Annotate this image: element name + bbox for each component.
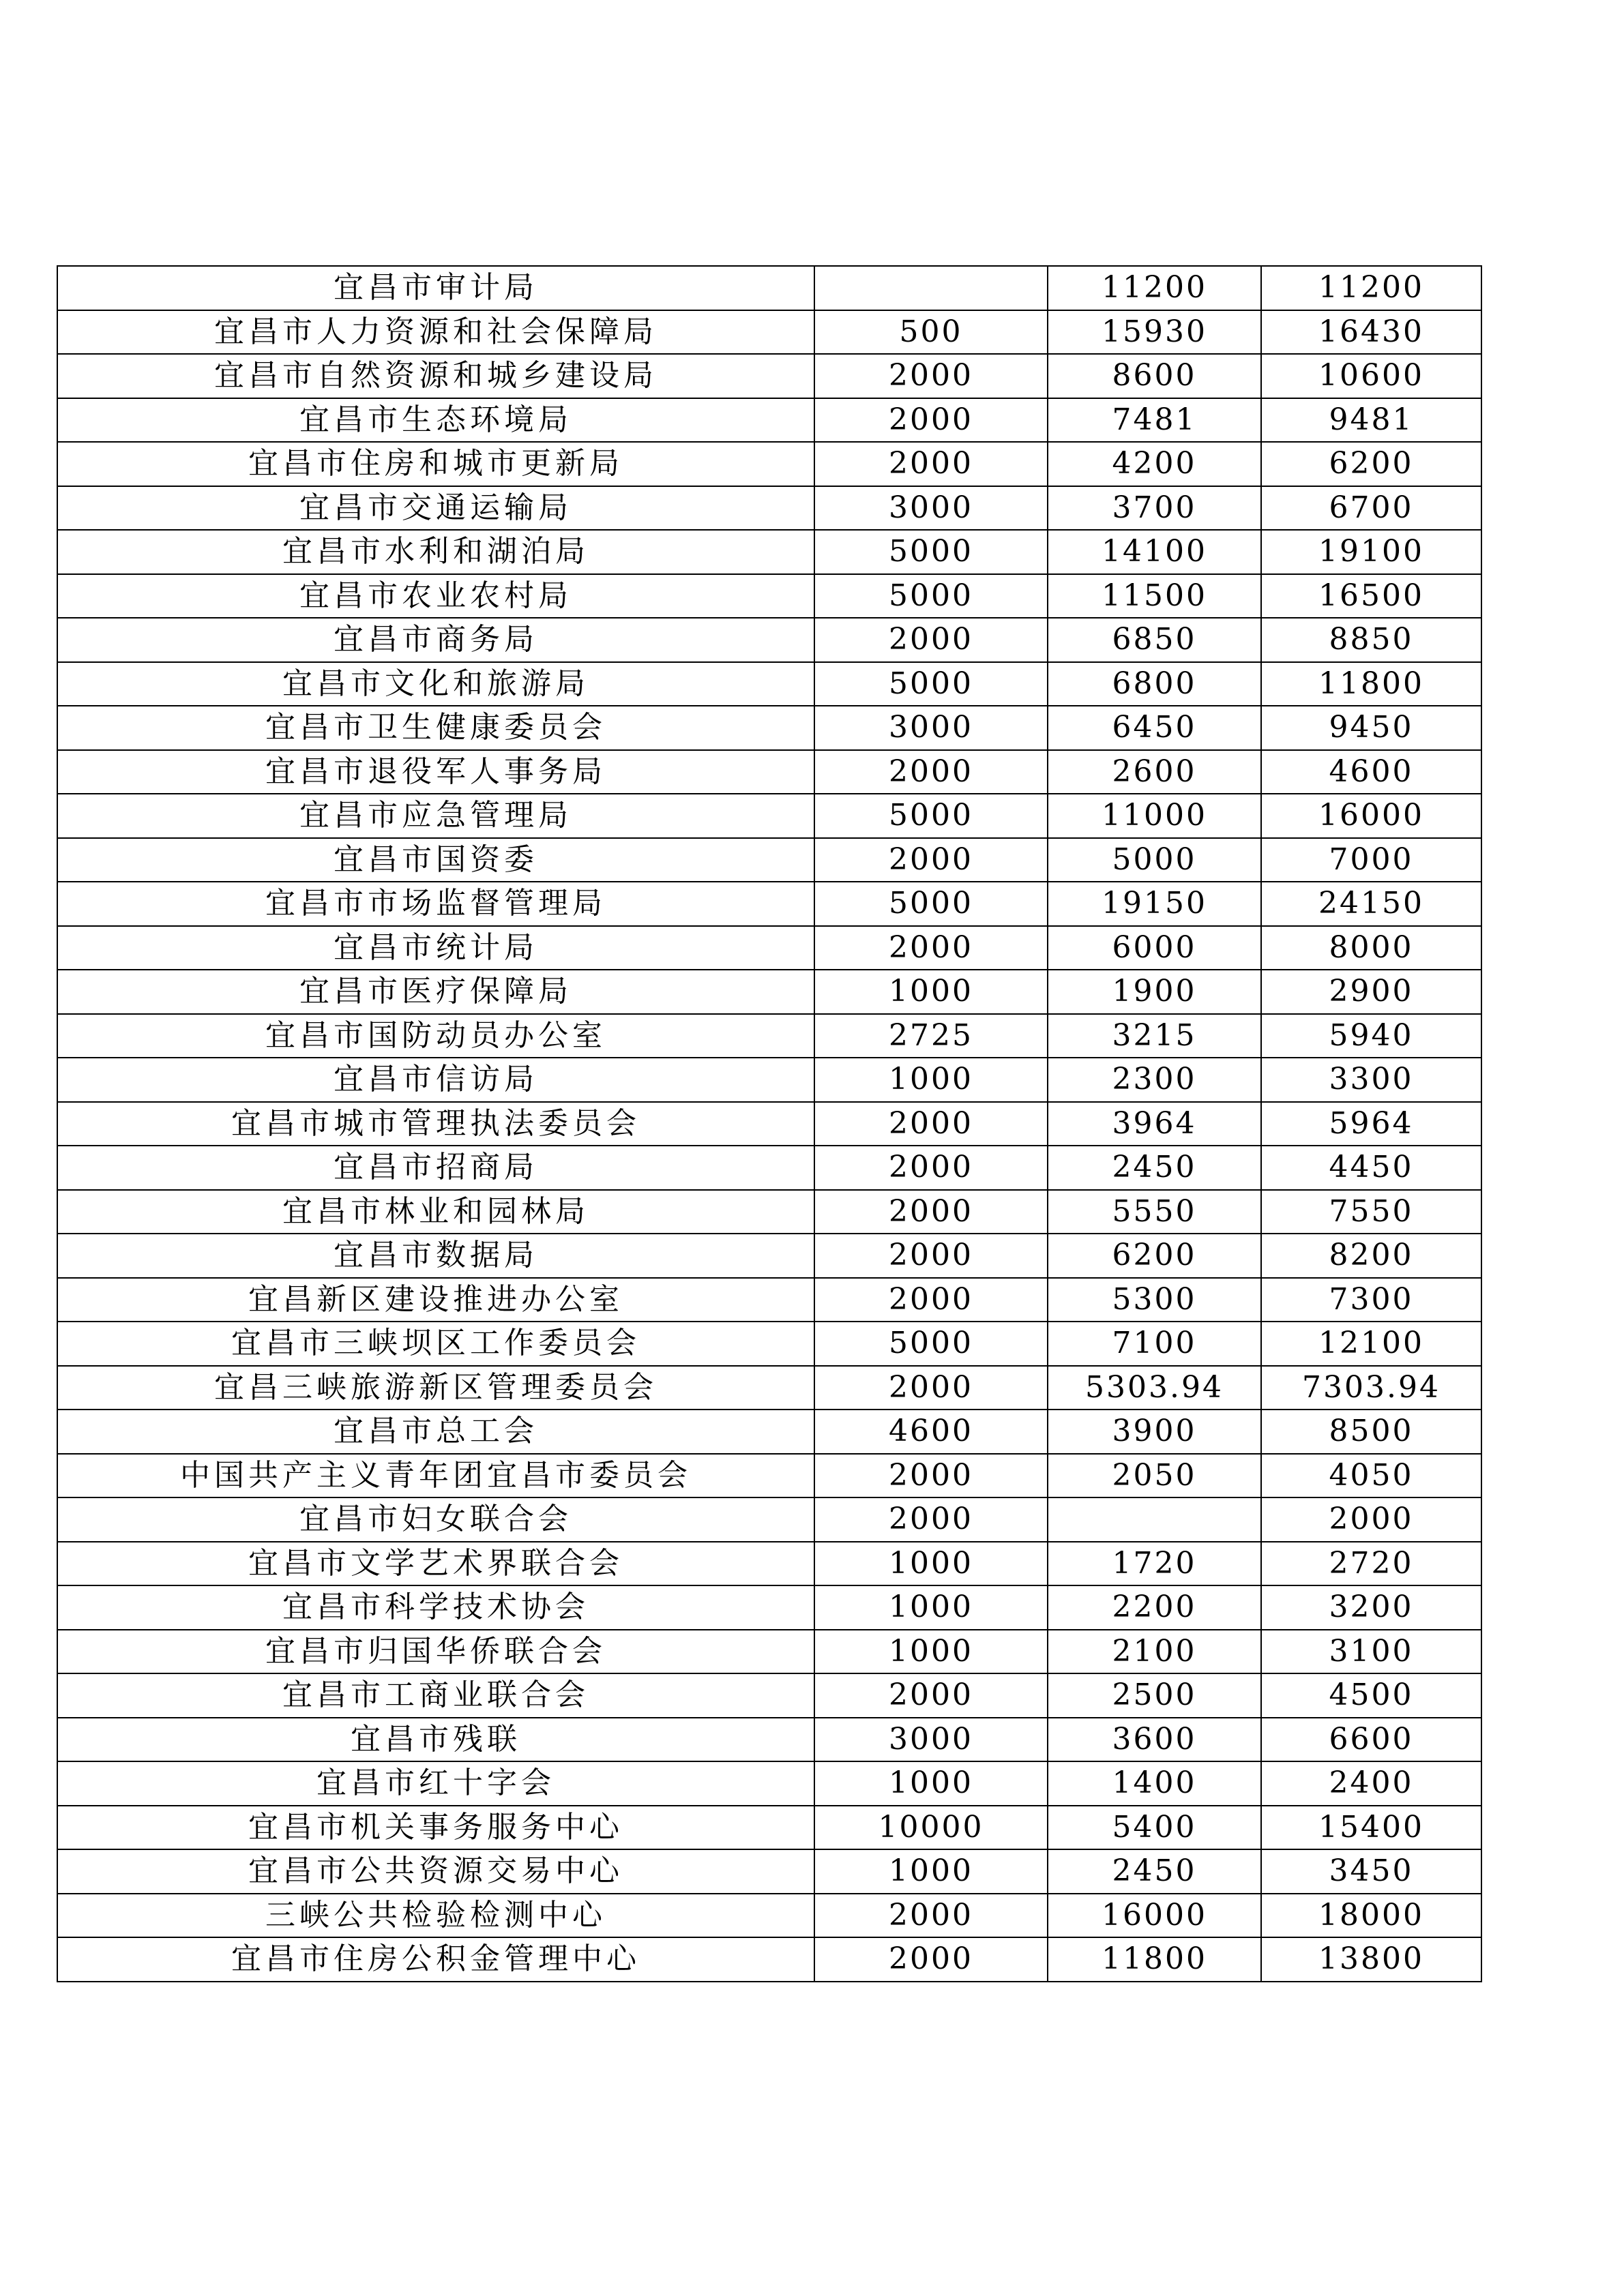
unit-name-cell: 宜昌市科学技术协会 bbox=[57, 1585, 814, 1630]
table-row bbox=[57, 1058, 1481, 1102]
amount-cell-b: 5300 bbox=[1048, 1278, 1261, 1322]
amount-cell-a: 2000 bbox=[814, 926, 1048, 970]
amount-cell-a: 1000 bbox=[814, 1585, 1048, 1630]
total-cell: 4500 bbox=[1261, 1673, 1481, 1718]
table-row bbox=[57, 1806, 1481, 1850]
amount-cell-a: 2000 bbox=[814, 838, 1048, 882]
amount-cell-a: 2000 bbox=[814, 1366, 1048, 1410]
table-row bbox=[57, 750, 1481, 794]
total-cell: 2000 bbox=[1261, 1497, 1481, 1542]
amount-cell-b: 3215 bbox=[1048, 1014, 1261, 1058]
total-cell: 7300 bbox=[1261, 1278, 1481, 1322]
total-cell: 2720 bbox=[1261, 1542, 1481, 1586]
total-cell: 6700 bbox=[1261, 486, 1481, 531]
unit-name-cell: 宜昌市退役军人事务局 bbox=[57, 750, 814, 794]
unit-name-cell: 宜昌市国资委 bbox=[57, 838, 814, 882]
amount-cell-b: 1720 bbox=[1048, 1542, 1261, 1586]
amount-cell-a: 2000 bbox=[814, 1278, 1048, 1322]
unit-name-cell: 宜昌市审计局 bbox=[57, 266, 814, 310]
amount-cell-b: 5550 bbox=[1048, 1190, 1261, 1234]
table-row bbox=[57, 662, 1481, 706]
unit-name-cell: 宜昌市文学艺术界联合会 bbox=[57, 1542, 814, 1586]
table-row bbox=[57, 1366, 1481, 1410]
table-row bbox=[57, 1718, 1481, 1762]
amount-cell-b: 4200 bbox=[1048, 442, 1261, 486]
amount-cell-a: 1000 bbox=[814, 970, 1048, 1014]
amount-cell-b: 1400 bbox=[1048, 1761, 1261, 1806]
table-row bbox=[57, 1542, 1481, 1586]
amount-cell-b: 16000 bbox=[1048, 1894, 1261, 1938]
amount-cell-b: 15930 bbox=[1048, 310, 1261, 355]
amount-cell-a: 2000 bbox=[814, 1497, 1048, 1542]
amount-cell-a: 2000 bbox=[814, 398, 1048, 443]
amount-cell-a: 2000 bbox=[814, 1234, 1048, 1278]
amount-cell-b bbox=[1048, 1497, 1261, 1542]
amount-cell-a: 3000 bbox=[814, 706, 1048, 750]
amount-cell-a: 2000 bbox=[814, 750, 1048, 794]
amount-cell-a: 2000 bbox=[814, 354, 1048, 398]
unit-name-cell: 宜昌市残联 bbox=[57, 1718, 814, 1762]
amount-cell-b: 2600 bbox=[1048, 750, 1261, 794]
amount-cell-b: 11000 bbox=[1048, 794, 1261, 838]
unit-name-cell: 宜昌市生态环境局 bbox=[57, 398, 814, 443]
unit-name-cell: 宜昌市市场监督管理局 bbox=[57, 882, 814, 926]
amount-cell-a: 2000 bbox=[814, 1937, 1048, 1982]
unit-name-cell: 宜昌市应急管理局 bbox=[57, 794, 814, 838]
amount-cell-b: 7481 bbox=[1048, 398, 1261, 443]
total-cell: 18000 bbox=[1261, 1894, 1481, 1938]
amount-cell-a: 10000 bbox=[814, 1806, 1048, 1850]
total-cell: 5964 bbox=[1261, 1102, 1481, 1146]
amount-cell-b: 6000 bbox=[1048, 926, 1261, 970]
total-cell: 16000 bbox=[1261, 794, 1481, 838]
amount-cell-b: 2050 bbox=[1048, 1454, 1261, 1498]
table-row bbox=[57, 618, 1481, 662]
total-cell: 2900 bbox=[1261, 970, 1481, 1014]
unit-name-cell: 宜昌市信访局 bbox=[57, 1058, 814, 1102]
table-row bbox=[57, 970, 1481, 1014]
amount-cell-a: 1000 bbox=[814, 1761, 1048, 1806]
amount-cell-a bbox=[814, 266, 1048, 310]
total-cell: 11200 bbox=[1261, 266, 1481, 310]
unit-name-cell: 宜昌市交通运输局 bbox=[57, 486, 814, 531]
total-cell: 2400 bbox=[1261, 1761, 1481, 1806]
table-row bbox=[57, 1630, 1481, 1674]
amount-cell-b: 2100 bbox=[1048, 1630, 1261, 1674]
total-cell: 16500 bbox=[1261, 574, 1481, 618]
unit-name-cell: 宜昌市商务局 bbox=[57, 618, 814, 662]
total-cell: 9450 bbox=[1261, 706, 1481, 750]
unit-name-cell: 宜昌市妇女联合会 bbox=[57, 1497, 814, 1542]
table-row bbox=[57, 838, 1481, 882]
total-cell: 5940 bbox=[1261, 1014, 1481, 1058]
amount-cell-a: 2000 bbox=[814, 442, 1048, 486]
total-cell: 8200 bbox=[1261, 1234, 1481, 1278]
amount-cell-b: 2200 bbox=[1048, 1585, 1261, 1630]
table-row bbox=[57, 266, 1481, 310]
unit-name-cell: 宜昌市农业农村局 bbox=[57, 574, 814, 618]
amount-cell-a: 5000 bbox=[814, 1322, 1048, 1366]
amount-cell-b: 14100 bbox=[1048, 530, 1261, 574]
table-row bbox=[57, 1585, 1481, 1630]
amount-cell-b: 6800 bbox=[1048, 662, 1261, 706]
unit-name-cell: 宜昌市归国华侨联合会 bbox=[57, 1630, 814, 1674]
table-row bbox=[57, 1234, 1481, 1278]
unit-name-cell: 三峡公共检验检测中心 bbox=[57, 1894, 814, 1938]
total-cell: 13800 bbox=[1261, 1937, 1481, 1982]
amount-cell-b: 1900 bbox=[1048, 970, 1261, 1014]
amount-cell-b: 5303.94 bbox=[1048, 1366, 1261, 1410]
table-body bbox=[57, 266, 1481, 1982]
unit-name-cell: 宜昌市总工会 bbox=[57, 1410, 814, 1454]
amount-cell-a: 2725 bbox=[814, 1014, 1048, 1058]
unit-name-cell: 宜昌市自然资源和城乡建设局 bbox=[57, 354, 814, 398]
amount-cell-b: 2500 bbox=[1048, 1673, 1261, 1718]
total-cell: 8500 bbox=[1261, 1410, 1481, 1454]
total-cell: 11800 bbox=[1261, 662, 1481, 706]
total-cell: 3200 bbox=[1261, 1585, 1481, 1630]
amount-cell-a: 1000 bbox=[814, 1058, 1048, 1102]
unit-name-cell: 宜昌市统计局 bbox=[57, 926, 814, 970]
unit-name-cell: 中国共产主义青年团宜昌市委员会 bbox=[57, 1454, 814, 1498]
amount-cell-b: 3900 bbox=[1048, 1410, 1261, 1454]
total-cell: 4450 bbox=[1261, 1146, 1481, 1190]
table-row bbox=[57, 1322, 1481, 1366]
amount-cell-b: 7100 bbox=[1048, 1322, 1261, 1366]
total-cell: 9481 bbox=[1261, 398, 1481, 443]
unit-name-cell: 宜昌市机关事务服务中心 bbox=[57, 1806, 814, 1850]
amount-cell-a: 4600 bbox=[814, 1410, 1048, 1454]
table-row bbox=[57, 530, 1481, 574]
amount-cell-b: 5400 bbox=[1048, 1806, 1261, 1850]
amount-cell-b: 5000 bbox=[1048, 838, 1261, 882]
unit-name-cell: 宜昌市数据局 bbox=[57, 1234, 814, 1278]
amount-cell-a: 3000 bbox=[814, 486, 1048, 531]
total-cell: 3450 bbox=[1261, 1849, 1481, 1894]
unit-name-cell: 宜昌市三峡坝区工作委员会 bbox=[57, 1322, 814, 1366]
total-cell: 7303.94 bbox=[1261, 1366, 1481, 1410]
amount-cell-a: 2000 bbox=[814, 1673, 1048, 1718]
table-row bbox=[57, 574, 1481, 618]
table-row bbox=[57, 1761, 1481, 1806]
table-row bbox=[57, 1190, 1481, 1234]
amount-cell-b: 11500 bbox=[1048, 574, 1261, 618]
amount-cell-a: 2000 bbox=[814, 618, 1048, 662]
table-row bbox=[57, 882, 1481, 926]
unit-name-cell: 宜昌市公共资源交易中心 bbox=[57, 1849, 814, 1894]
unit-name-cell: 宜昌市卫生健康委员会 bbox=[57, 706, 814, 750]
amount-cell-a: 5000 bbox=[814, 530, 1048, 574]
amount-cell-a: 2000 bbox=[814, 1454, 1048, 1498]
amount-cell-a: 5000 bbox=[814, 882, 1048, 926]
amount-cell-a: 2000 bbox=[814, 1146, 1048, 1190]
unit-name-cell: 宜昌市林业和园林局 bbox=[57, 1190, 814, 1234]
table-row bbox=[57, 1278, 1481, 1322]
amount-cell-b: 3700 bbox=[1048, 486, 1261, 531]
amount-cell-b: 6450 bbox=[1048, 706, 1261, 750]
amount-cell-a: 3000 bbox=[814, 1718, 1048, 1762]
amount-cell-a: 5000 bbox=[814, 794, 1048, 838]
total-cell: 19100 bbox=[1261, 530, 1481, 574]
total-cell: 3300 bbox=[1261, 1058, 1481, 1102]
table-row bbox=[57, 1410, 1481, 1454]
amount-cell-a: 1000 bbox=[814, 1630, 1048, 1674]
amount-cell-b: 2450 bbox=[1048, 1849, 1261, 1894]
unit-name-cell: 宜昌市工商业联合会 bbox=[57, 1673, 814, 1718]
table-row bbox=[57, 1894, 1481, 1938]
unit-name-cell: 宜昌市文化和旅游局 bbox=[57, 662, 814, 706]
amount-cell-a: 5000 bbox=[814, 662, 1048, 706]
table-row bbox=[57, 1014, 1481, 1058]
amount-cell-a: 1000 bbox=[814, 1849, 1048, 1894]
table-row bbox=[57, 794, 1481, 838]
table-row bbox=[57, 310, 1481, 355]
unit-name-cell: 宜昌市住房公积金管理中心 bbox=[57, 1937, 814, 1982]
total-cell: 8850 bbox=[1261, 618, 1481, 662]
table-row bbox=[57, 1146, 1481, 1190]
amount-cell-a: 500 bbox=[814, 310, 1048, 355]
amount-cell-b: 8600 bbox=[1048, 354, 1261, 398]
unit-name-cell: 宜昌市人力资源和社会保障局 bbox=[57, 310, 814, 355]
table-row bbox=[57, 486, 1481, 531]
table-row bbox=[57, 926, 1481, 970]
amount-cell-a: 5000 bbox=[814, 574, 1048, 618]
total-cell: 12100 bbox=[1261, 1322, 1481, 1366]
unit-name-cell: 宜昌新区建设推进办公室 bbox=[57, 1278, 814, 1322]
total-cell: 16430 bbox=[1261, 310, 1481, 355]
total-cell: 10600 bbox=[1261, 354, 1481, 398]
table-row bbox=[57, 398, 1481, 443]
amount-cell-b: 2450 bbox=[1048, 1146, 1261, 1190]
unit-name-cell: 宜昌市红十字会 bbox=[57, 1761, 814, 1806]
amount-cell-b: 11800 bbox=[1048, 1937, 1261, 1982]
total-cell: 15400 bbox=[1261, 1806, 1481, 1850]
total-cell: 4600 bbox=[1261, 750, 1481, 794]
table-row bbox=[57, 1497, 1481, 1542]
table-row bbox=[57, 1454, 1481, 1498]
unit-name-cell: 宜昌三峡旅游新区管理委员会 bbox=[57, 1366, 814, 1410]
total-cell: 6200 bbox=[1261, 442, 1481, 486]
unit-name-cell: 宜昌市水利和湖泊局 bbox=[57, 530, 814, 574]
unit-name-cell: 宜昌市医疗保障局 bbox=[57, 970, 814, 1014]
amount-cell-a: 1000 bbox=[814, 1542, 1048, 1586]
amount-cell-a: 2000 bbox=[814, 1190, 1048, 1234]
amount-cell-b: 19150 bbox=[1048, 882, 1261, 926]
unit-name-cell: 宜昌市城市管理执法委员会 bbox=[57, 1102, 814, 1146]
amount-cell-a: 2000 bbox=[814, 1894, 1048, 1938]
table-row bbox=[57, 1937, 1481, 1982]
unit-name-cell: 宜昌市国防动员办公室 bbox=[57, 1014, 814, 1058]
amount-cell-b: 2300 bbox=[1048, 1058, 1261, 1102]
amount-cell-b: 6200 bbox=[1048, 1234, 1261, 1278]
unit-name-cell: 宜昌市住房和城市更新局 bbox=[57, 442, 814, 486]
total-cell: 3100 bbox=[1261, 1630, 1481, 1674]
table-row bbox=[57, 706, 1481, 750]
budget-table bbox=[57, 265, 1482, 1982]
amount-cell-b: 6850 bbox=[1048, 618, 1261, 662]
total-cell: 24150 bbox=[1261, 882, 1481, 926]
total-cell: 7000 bbox=[1261, 838, 1481, 882]
unit-name-cell: 宜昌市招商局 bbox=[57, 1146, 814, 1190]
total-cell: 6600 bbox=[1261, 1718, 1481, 1762]
table-row bbox=[57, 442, 1481, 486]
table-row bbox=[57, 1849, 1481, 1894]
amount-cell-b: 11200 bbox=[1048, 266, 1261, 310]
total-cell: 7550 bbox=[1261, 1190, 1481, 1234]
amount-cell-a: 2000 bbox=[814, 1102, 1048, 1146]
amount-cell-b: 3964 bbox=[1048, 1102, 1261, 1146]
table-row bbox=[57, 1102, 1481, 1146]
total-cell: 8000 bbox=[1261, 926, 1481, 970]
table-row bbox=[57, 354, 1481, 398]
total-cell: 4050 bbox=[1261, 1454, 1481, 1498]
table-row bbox=[57, 1673, 1481, 1718]
amount-cell-b: 3600 bbox=[1048, 1718, 1261, 1762]
